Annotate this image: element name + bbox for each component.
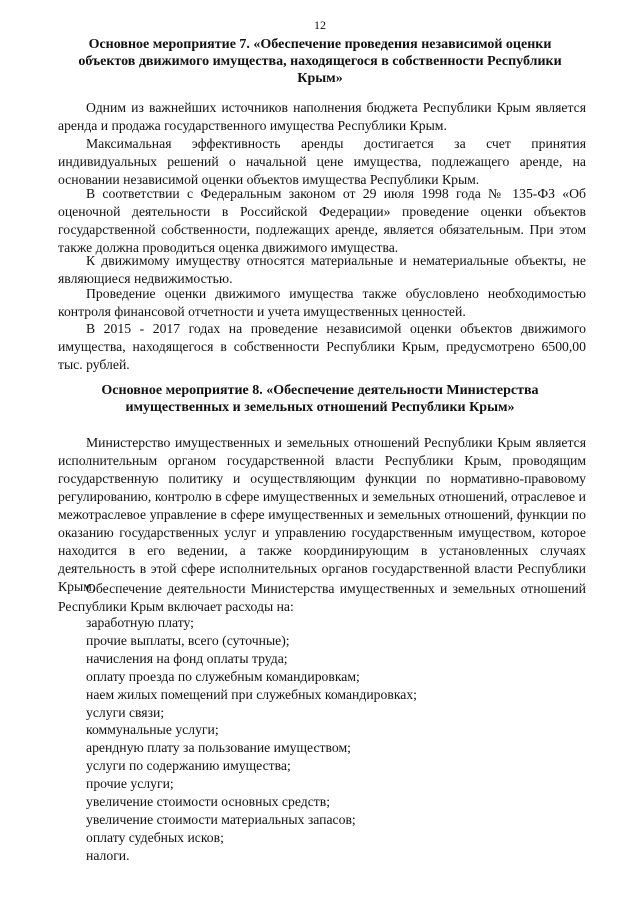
page-number: 12 xyxy=(314,18,326,32)
section-7-paragraph: Одним из важнейших источников наполнения бюджета Республики Крым является аренда и продажа государственного имущества Республики Крым. xyxy=(58,100,586,133)
expense-item: оплату проезда по служебным командировкам; xyxy=(86,668,360,684)
expenses-list xyxy=(86,614,417,865)
section-7-paragraph: Проведение оценки движимого имущества также обусловлено необходимостью контроля финансовой отчетности и учета имущественных ценностей. xyxy=(58,286,586,319)
expense-item: арендную плату за пользование имуществом; xyxy=(86,740,351,756)
section-7-heading: Основное мероприятие 7. «Обеспечение проведения независимой оценки объектов движимого имущества, находящегося в собственности Республики Крым» xyxy=(78,37,562,86)
expense-item: прочие услуги; xyxy=(86,776,174,792)
expense-item: налоги. xyxy=(86,847,130,863)
expense-item: коммунальные услуги; xyxy=(86,722,219,738)
expense-item: наем жилых помещений при служебных командировках; xyxy=(86,686,417,702)
section-7-paragraph: Максимальная эффективность аренды достигается за счет принятия индивидуальных решений о начальной цене имущества, подлежащего аренде, на основании независимой оценки объектов имущества Республики Крым. xyxy=(58,136,586,187)
expense-item: оплату судебных исков; xyxy=(86,829,224,845)
expense-item: услуги по содержанию имущества; xyxy=(86,758,291,774)
expense-item: увеличение стоимости основных средств; xyxy=(86,794,331,810)
section-8-paragraph: Министерство имущественных и земельных отношений Республики Крым является исполнительным органом государственной власти Республики Крым, проводящим государственную политику и осуществляющим функции по нормативно-правовому регулированию, контролю в сфере имущественных и земельных отношений, отраслевое и межотраслевое управление в сфере имущественных и земельных отношений, функции по оказанию государственных услуг и управлению государственным имуществом, которое находится в его ведении, а также координирующим в установленных случаях деятельность в этой сфере исполнительных органов государственной власти Республики Крым. xyxy=(58,435,586,594)
section-7-paragraph: В соответствии с Федеральным законом от 29 июля 1998 года № 135-ФЗ «Об оценочной деятельности в Российской Федерации» проведение оценки объектов государственной собственности, подлежащих аренде, является обязательным. При этом также должна проводиться оценка движимого имущества. xyxy=(58,186,586,255)
expense-item: услуги связи; xyxy=(86,704,165,720)
expense-item: прочие выплаты, всего (суточные); xyxy=(86,632,290,648)
section-8-heading: Основное мероприятие 8. «Обеспечение деятельности Министерства имущественных и земельных отношений Республики Крым» xyxy=(101,383,539,415)
section-7-paragraph: В 2015 - 2017 годах на проведение независимой оценки объектов движимого имущества, находящегося в собственности Республики Крым, предусмотрено 6500,00 тыс. рублей. xyxy=(58,321,586,372)
expense-item: заработную плату; xyxy=(86,615,194,630)
section-8-paragraph: Обеспечение деятельности Министерства имущественных и земельных отношений Республики Крым включает расходы на: xyxy=(58,581,586,614)
expense-item: начисления на фонд оплаты труда; xyxy=(86,650,288,666)
expense-item: увеличение стоимости материальных запасов; xyxy=(86,811,356,827)
section-7-paragraph: К движимому имуществу относятся материальные и нематериальные объекты, не являющиеся недвижимостью. xyxy=(58,253,586,286)
